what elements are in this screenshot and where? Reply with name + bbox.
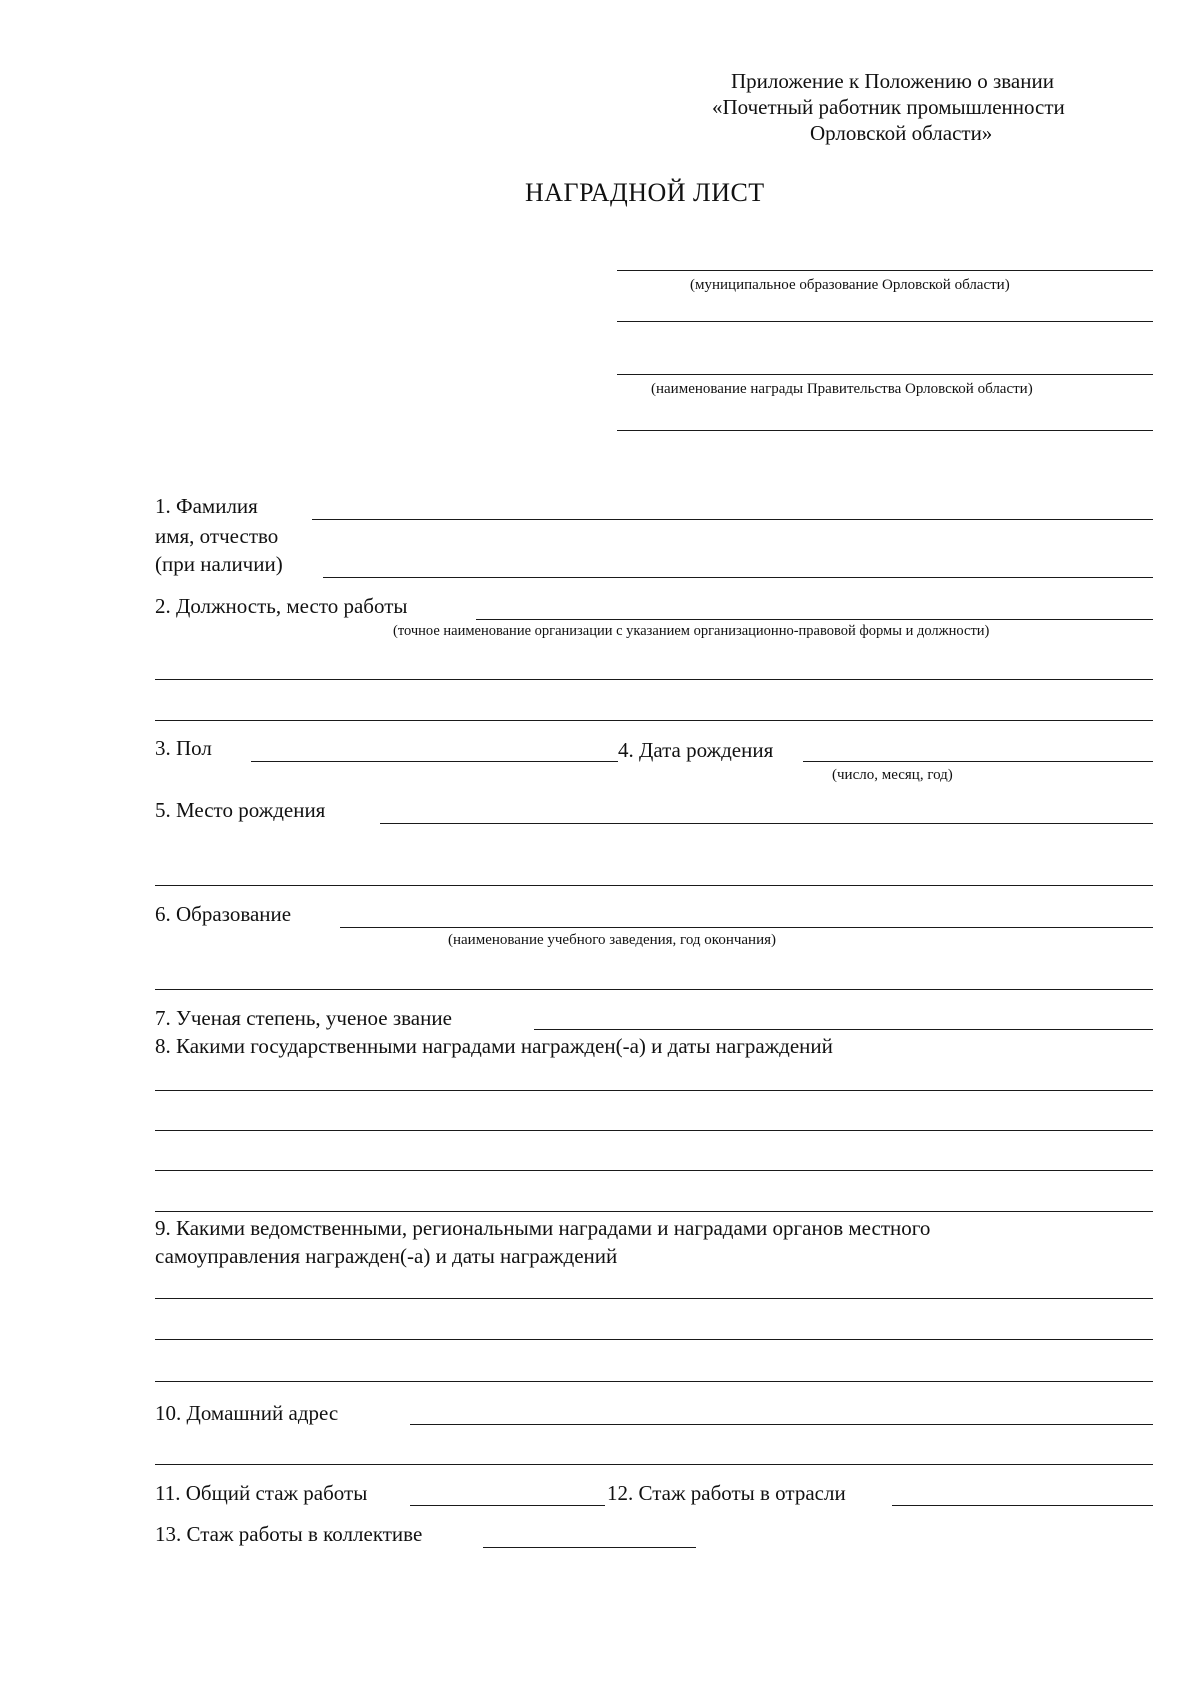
field-1-name-label: имя, отчество [155, 524, 279, 548]
field-1-surname-label: 1. Фамилия [155, 494, 258, 518]
header-line-3: Орловской области» [810, 121, 993, 145]
field-11-total-experience-label: 11. Общий стаж работы [155, 1481, 368, 1505]
regional-awards-line-1[interactable] [155, 1298, 1153, 1299]
field-5-birthplace-label: 5. Место рождения [155, 798, 326, 822]
field-6-education-label: 6. Образование [155, 902, 292, 926]
page-title: НАГРАДНОЙ ЛИСТ [525, 178, 765, 207]
municipality-caption: (муниципальное образование Орловской области) [690, 277, 1010, 293]
field-9-regional-awards-label-2: самоуправления награжден(-а) и даты награждений [155, 1244, 618, 1268]
name-input-line[interactable] [323, 577, 1153, 578]
municipality-line[interactable] [617, 270, 1153, 271]
position-input-line[interactable] [476, 619, 1153, 620]
regional-awards-line-2[interactable] [155, 1339, 1153, 1340]
birthdate-caption: (число, месяц, год) [832, 767, 953, 783]
total-experience-input-line[interactable] [410, 1505, 605, 1506]
header-line-1: Приложение к Положению о звании [731, 69, 1054, 93]
state-awards-line-3[interactable] [155, 1170, 1153, 1171]
field-1-patronymic-label: (при наличии) [155, 552, 283, 576]
field-3-sex-label: 3. Пол [155, 736, 212, 760]
field-2-position-label: 2. Должность, место работы [155, 594, 408, 618]
industry-experience-input-line[interactable] [892, 1505, 1153, 1506]
field-12-industry-experience-label: 12. Стаж работы в отрасли [607, 1481, 846, 1505]
award-name-caption: (наименование награды Правительства Орловской области) [651, 381, 1033, 397]
education-input-line-2[interactable] [155, 989, 1153, 990]
field-8-state-awards-label: 8. Какими государственными наградами награжден(-а) и даты награждений [155, 1034, 833, 1058]
header-line-2: «Почетный работник промышленности [712, 95, 1065, 119]
sex-input-line[interactable] [251, 761, 618, 762]
birthdate-input-line[interactable] [803, 761, 1153, 762]
degree-input-line[interactable] [534, 1029, 1153, 1030]
award-name-line-2[interactable] [617, 430, 1153, 431]
state-awards-line-2[interactable] [155, 1130, 1153, 1131]
state-awards-line-4[interactable] [155, 1211, 1153, 1212]
team-experience-input-line[interactable] [483, 1547, 696, 1548]
award-name-line[interactable] [617, 374, 1153, 375]
state-awards-line-1[interactable] [155, 1090, 1153, 1091]
address-input-line[interactable] [410, 1424, 1153, 1425]
field-13-team-experience-label: 13. Стаж работы в коллективе [155, 1522, 423, 1546]
surname-input-line[interactable] [312, 519, 1153, 520]
position-input-line-3[interactable] [155, 720, 1153, 721]
field-7-degree-label: 7. Ученая степень, ученое звание [155, 1006, 452, 1030]
organization-caption: (точное наименование организации с указанием организационно-правовой формы и должности) [393, 623, 990, 639]
education-caption: (наименование учебного заведения, год окончания) [448, 932, 776, 948]
address-input-line-2[interactable] [155, 1464, 1153, 1465]
field-10-address-label: 10. Домашний адрес [155, 1401, 339, 1425]
field-9-regional-awards-label: 9. Какими ведомственными, региональными наградами и наградами органов местного [155, 1216, 931, 1240]
education-input-line[interactable] [340, 927, 1153, 928]
birthplace-input-line[interactable] [380, 823, 1153, 824]
field-4-birthdate-label: 4. Дата рождения [618, 738, 774, 762]
position-input-line-2[interactable] [155, 679, 1153, 680]
regional-awards-line-3[interactable] [155, 1381, 1153, 1382]
birthplace-input-line-2[interactable] [155, 885, 1153, 886]
municipality-line-2[interactable] [617, 321, 1153, 322]
